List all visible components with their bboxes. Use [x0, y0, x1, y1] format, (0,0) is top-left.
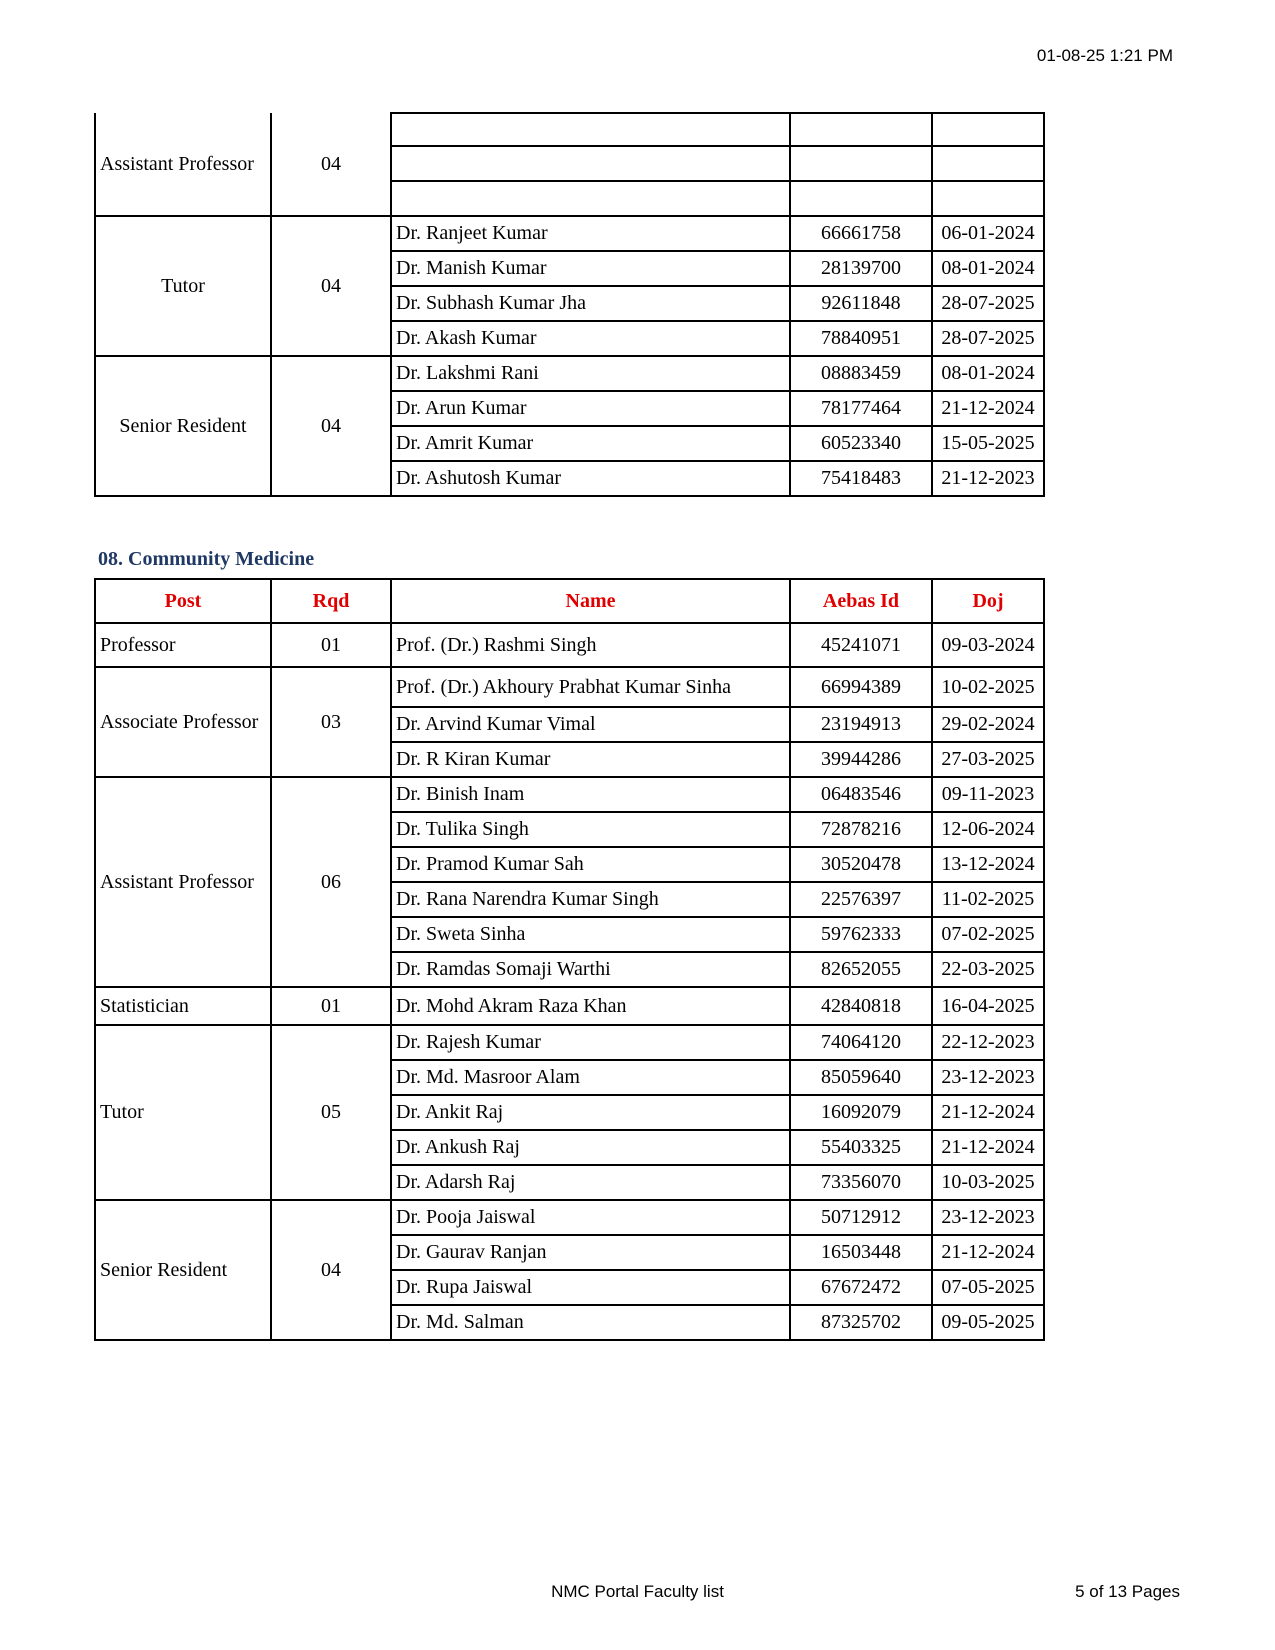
aebas-cell: 82652055 — [790, 952, 932, 987]
aebas-cell: 28139700 — [790, 251, 932, 286]
table-header-row — [95, 579, 1044, 623]
name-cell: Dr. Ashutosh Kumar — [391, 461, 790, 496]
column-header-post: Post — [95, 579, 271, 623]
aebas-cell: 60523340 — [790, 426, 932, 461]
name-cell: Dr. Md. Salman — [391, 1305, 790, 1340]
name-cell — [391, 113, 790, 146]
post-cell: Assistant Professor — [95, 113, 271, 216]
aebas-cell: 08883459 — [790, 356, 932, 391]
aebas-cell: 55403325 — [790, 1130, 932, 1165]
column-header-doj: Doj — [932, 579, 1044, 623]
doj-cell: 10-03-2025 — [932, 1165, 1044, 1200]
aebas-cell: 85059640 — [790, 1060, 932, 1095]
post-cell: Senior Resident — [95, 356, 271, 496]
print-timestamp: 01-08-25 1:21 PM — [1036, 46, 1173, 65]
aebas-cell: 78840951 — [790, 321, 932, 356]
table-row — [95, 356, 1044, 391]
doj-cell: 09-03-2024 — [932, 623, 1044, 667]
table-row — [95, 113, 1044, 146]
name-cell — [391, 181, 790, 216]
doj-cell: 07-05-2025 — [932, 1270, 1044, 1305]
doj-cell: 15-05-2025 — [932, 426, 1044, 461]
name-cell: Prof. (Dr.) Rashmi Singh — [391, 623, 790, 667]
name-cell: Dr. Ankit Raj — [391, 1095, 790, 1130]
page-number: 5 of 13 Pages — [1075, 1582, 1180, 1601]
doj-cell: 22-12-2023 — [932, 1025, 1044, 1060]
column-header-aebas: Aebas Id — [790, 579, 932, 623]
aebas-cell: 23194913 — [790, 707, 932, 742]
doj-cell: 13-12-2024 — [932, 847, 1044, 882]
name-cell: Dr. Manish Kumar — [391, 251, 790, 286]
doj-cell: 21-12-2024 — [932, 1235, 1044, 1270]
table-row — [95, 987, 1044, 1025]
doj-cell: 06-01-2024 — [932, 216, 1044, 251]
name-cell: Dr. Pramod Kumar Sah — [391, 847, 790, 882]
name-cell — [391, 146, 790, 181]
aebas-cell: 39944286 — [790, 742, 932, 777]
aebas-cell — [790, 181, 932, 216]
name-cell: Dr. Ranjeet Kumar — [391, 216, 790, 251]
aebas-cell — [790, 146, 932, 181]
post-cell: Assistant Professor — [95, 777, 271, 987]
aebas-cell: 67672472 — [790, 1270, 932, 1305]
doj-cell — [932, 181, 1044, 216]
doj-cell: 23-12-2023 — [932, 1200, 1044, 1235]
doj-cell: 27-03-2025 — [932, 742, 1044, 777]
doj-cell: 08-01-2024 — [932, 251, 1044, 286]
post-cell: Senior Resident — [95, 1200, 271, 1340]
rqd-cell: 04 — [271, 113, 391, 216]
doj-cell: 21-12-2023 — [932, 461, 1044, 496]
name-cell: Dr. Ramdas Somaji Warthi — [391, 952, 790, 987]
name-cell: Prof. (Dr.) Akhoury Prabhat Kumar Sinha — [391, 667, 790, 707]
aebas-cell: 72878216 — [790, 812, 932, 847]
name-cell: Dr. Amrit Kumar — [391, 426, 790, 461]
doj-cell: 07-02-2025 — [932, 917, 1044, 952]
rqd-cell: 01 — [271, 987, 391, 1025]
doj-cell: 29-02-2024 — [932, 707, 1044, 742]
doj-cell: 09-11-2023 — [932, 777, 1044, 812]
doj-cell: 12-06-2024 — [932, 812, 1044, 847]
aebas-cell: 59762333 — [790, 917, 932, 952]
name-cell: Dr. Arun Kumar — [391, 391, 790, 426]
rqd-cell: 04 — [271, 356, 391, 496]
name-cell: Dr. Gaurav Ranjan — [391, 1235, 790, 1270]
post-cell: Professor — [95, 623, 271, 667]
name-cell: Dr. Mohd Akram Raza Khan — [391, 987, 790, 1025]
doj-cell — [932, 113, 1044, 146]
aebas-cell: 16503448 — [790, 1235, 932, 1270]
table-row — [95, 1025, 1044, 1060]
rqd-cell: 03 — [271, 667, 391, 777]
doj-cell: 10-02-2025 — [932, 667, 1044, 707]
aebas-cell: 66994389 — [790, 667, 932, 707]
table-row — [95, 216, 1044, 251]
doj-cell: 21-12-2024 — [932, 1130, 1044, 1165]
aebas-cell: 92611848 — [790, 286, 932, 321]
name-cell: Dr. Akash Kumar — [391, 321, 790, 356]
faculty-table-community-medicine — [94, 578, 1045, 1341]
aebas-cell: 06483546 — [790, 777, 932, 812]
rqd-cell: 05 — [271, 1025, 391, 1200]
doj-cell: 23-12-2023 — [932, 1060, 1044, 1095]
post-cell: Statistician — [95, 987, 271, 1025]
post-cell: Tutor — [95, 216, 271, 356]
post-cell: Associate Professor — [95, 667, 271, 777]
rqd-cell: 01 — [271, 623, 391, 667]
name-cell: Dr. Sweta Sinha — [391, 917, 790, 952]
table-row — [95, 1200, 1044, 1235]
aebas-cell: 73356070 — [790, 1165, 932, 1200]
name-cell: Dr. Ankush Raj — [391, 1130, 790, 1165]
aebas-cell: 87325702 — [790, 1305, 932, 1340]
table-row — [95, 667, 1044, 707]
footer-title: NMC Portal Faculty list — [551, 1582, 724, 1601]
faculty-table-continued — [94, 112, 1045, 497]
aebas-cell: 16092079 — [790, 1095, 932, 1130]
name-cell: Dr. Arvind Kumar Vimal — [391, 707, 790, 742]
name-cell: Dr. R Kiran Kumar — [391, 742, 790, 777]
doj-cell: 09-05-2025 — [932, 1305, 1044, 1340]
aebas-cell: 78177464 — [790, 391, 932, 426]
table-row — [95, 623, 1044, 667]
rqd-cell: 04 — [271, 216, 391, 356]
name-cell: Dr. Md. Masroor Alam — [391, 1060, 790, 1095]
name-cell: Dr. Pooja Jaiswal — [391, 1200, 790, 1235]
aebas-cell: 66661758 — [790, 216, 932, 251]
column-header-rqd: Rqd — [271, 579, 391, 623]
doj-cell — [932, 146, 1044, 181]
name-cell: Dr. Lakshmi Rani — [391, 356, 790, 391]
doj-cell: 22-03-2025 — [932, 952, 1044, 987]
column-header-name: Name — [391, 579, 790, 623]
doj-cell: 08-01-2024 — [932, 356, 1044, 391]
name-cell: Dr. Rajesh Kumar — [391, 1025, 790, 1060]
aebas-cell: 30520478 — [790, 847, 932, 882]
rqd-cell: 06 — [271, 777, 391, 987]
doj-cell: 11-02-2025 — [932, 882, 1044, 917]
name-cell: Dr. Rupa Jaiswal — [391, 1270, 790, 1305]
aebas-cell: 22576397 — [790, 882, 932, 917]
aebas-cell: 42840818 — [790, 987, 932, 1025]
name-cell: Dr. Rana Narendra Kumar Singh — [391, 882, 790, 917]
name-cell: Dr. Subhash Kumar Jha — [391, 286, 790, 321]
aebas-cell: 75418483 — [790, 461, 932, 496]
section-heading: 08. Community Medicine — [98, 548, 315, 570]
aebas-cell — [790, 113, 932, 146]
aebas-cell: 50712912 — [790, 1200, 932, 1235]
rqd-cell: 04 — [271, 1200, 391, 1340]
doj-cell: 16-04-2025 — [932, 987, 1044, 1025]
name-cell: Dr. Adarsh Raj — [391, 1165, 790, 1200]
doj-cell: 21-12-2024 — [932, 391, 1044, 426]
name-cell: Dr. Tulika Singh — [391, 812, 790, 847]
doj-cell: 28-07-2025 — [932, 286, 1044, 321]
table-row — [95, 777, 1044, 812]
name-cell: Dr. Binish Inam — [391, 777, 790, 812]
aebas-cell: 74064120 — [790, 1025, 932, 1060]
doj-cell: 28-07-2025 — [932, 321, 1044, 356]
doj-cell: 21-12-2024 — [932, 1095, 1044, 1130]
post-cell: Tutor — [95, 1025, 271, 1200]
aebas-cell: 45241071 — [790, 623, 932, 667]
